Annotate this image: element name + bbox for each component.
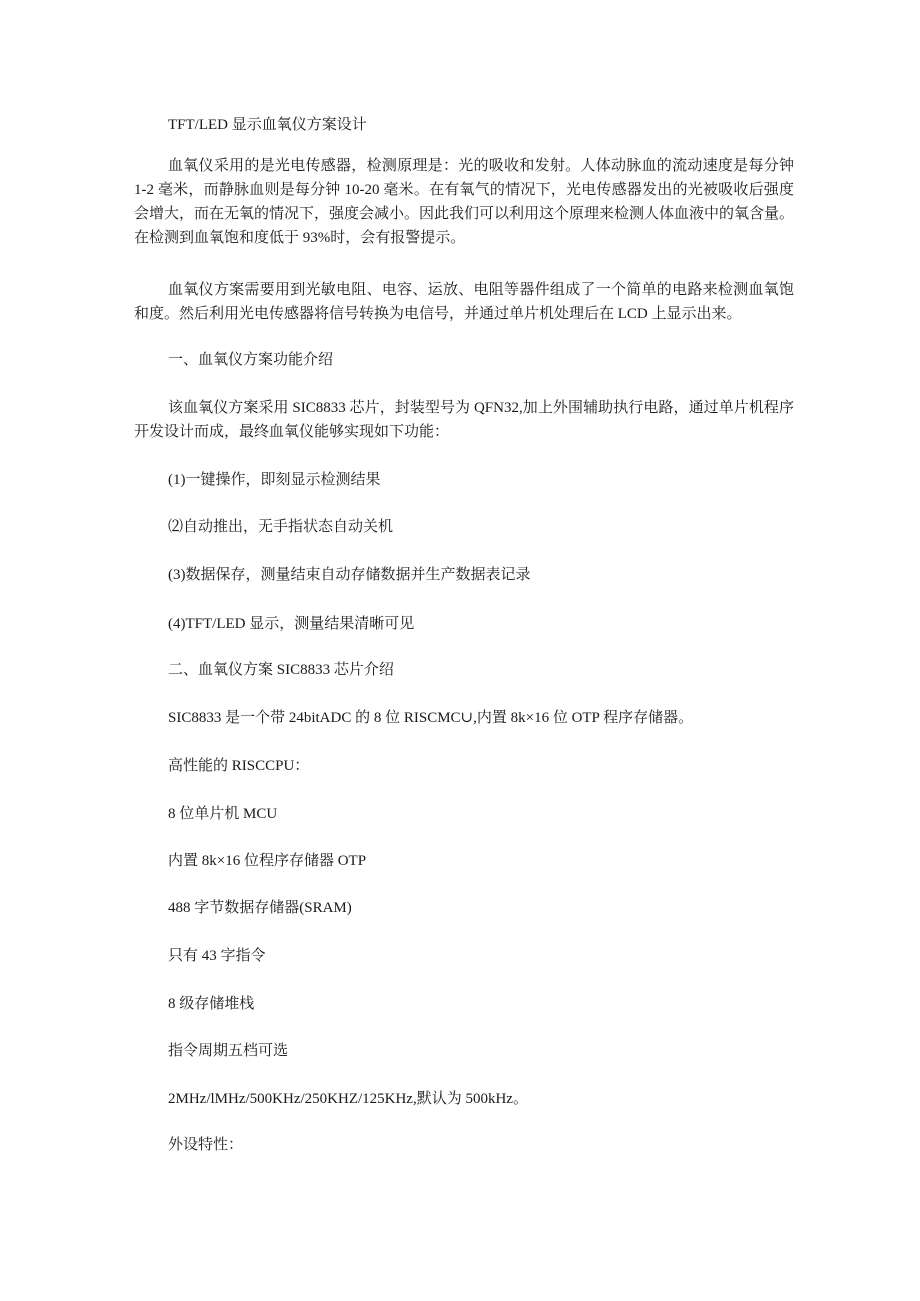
section2-heading: 二、血氧仪方案 SIC8833 芯片介绍 [168, 662, 394, 678]
cpu-feature-2: 内置 8k×16 位程序存储器 OTP [168, 853, 367, 869]
cpu-feature-6: 指令周期五档可选 [168, 1043, 289, 1059]
feature-item-1: (1)一键操作，即刻显示检测结果 [168, 472, 381, 488]
cpu-feature-4: 只有 43 字指令 [168, 948, 266, 964]
cpu-heading: 高性能的 RISCCPU： [168, 758, 310, 774]
intro-paragraph: 血氧仪采用的是光电传感器，检测原理是：光的吸收和发射。人体动脉血的流动速度是每分钟 1-2 毫米，而静脉血则是每分钟 10-20 毫米。在有氧气的情况下，光电传感器发出的光被吸收后强度会增大，而在无氧的情况下，强度会减小。因此我们可以利用这个原理来检测人体血液中的氧含量。在检测到血氧饱和度低于 93%时，会有报警提示。 [134, 158, 795, 246]
section1-paragraph: 该血氧仪方案采用 SIC8833 芯片，封装型号为 QFN32,加上外围辅助执行电路，通过单片机程序开发设计而成，最终血氧仪能够实现如下功能： [134, 400, 794, 440]
document-title: TFT/LED 显示血氧仪方案设计 [168, 117, 367, 133]
peripheral-heading: 外设特性： [168, 1137, 244, 1153]
cpu-feature-5: 8 级存储堆栈 [168, 996, 255, 1012]
cpu-feature-3: 488 字节数据存储器(SRAM) [168, 900, 352, 916]
cpu-feature-1: 8 位单片机 MCU [168, 806, 278, 822]
feature-item-2: ⑵自动推出，无手指状态自动关机 [168, 519, 394, 535]
feature-item-4: (4)TFT/LED 显示，测量结果清晰可见 [168, 616, 415, 632]
feature-item-3: (3)数据保存，测量结束自动存储数据并生产数据表记录 [168, 567, 531, 583]
chip-intro: SIC8833 是一个带 24bitADC 的 8 位 RISCMC∪,内置 8k×16 位 OTP 程序存储器。 [168, 710, 694, 726]
circuit-paragraph: 血氧仪方案需要用到光敏电阻、电容、运放、电阻等器件组成了一个简单的电路来检测血氧饱和度。然后利用光电传感器将信号转换为电信号，并通过单片机处理后在 LCD 上显示出来。 [134, 282, 794, 322]
section1-heading: 一、血氧仪方案功能介绍 [168, 352, 334, 368]
clock-options: 2MHz/lMHz/500KHz/250KHZ/125KHz,默认为 500kHz。 [168, 1091, 528, 1107]
